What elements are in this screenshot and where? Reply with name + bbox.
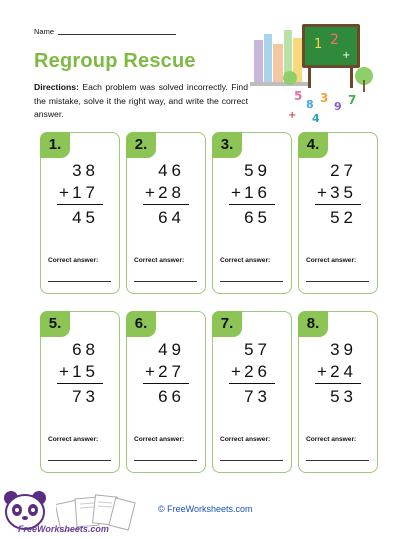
- wrong-answer: 45: [72, 208, 99, 227]
- wrong-answer: 73: [244, 387, 271, 406]
- svg-text:7: 7: [348, 93, 357, 107]
- svg-text:5: 5: [294, 89, 303, 103]
- sum-bar: [315, 383, 361, 384]
- plus-sign: +: [231, 183, 241, 202]
- problem-number: 4.: [298, 132, 328, 158]
- correct-answer-label: Correct answer:: [48, 436, 99, 443]
- plus-sign: +: [317, 362, 327, 381]
- problem-card-2: [126, 132, 206, 294]
- numbers-decoration: [288, 89, 356, 124]
- svg-text:2: 2: [330, 32, 339, 48]
- problem-number: 5.: [40, 311, 70, 337]
- addend-top: 38: [72, 161, 99, 180]
- addend-top: 59: [244, 161, 271, 180]
- directions-text: Each problem was solved incorrectly. Find the mistake, solve it the right way, and write the correct answer.: [34, 82, 248, 119]
- brand-logo-text: FreeWorksheets.com: [18, 524, 109, 534]
- wrong-answer: 65: [244, 208, 271, 227]
- correct-answer-label: Correct answer:: [134, 436, 185, 443]
- sum-bar: [315, 204, 361, 205]
- addend-top: 68: [72, 340, 99, 359]
- sum-bar: [143, 383, 189, 384]
- addend-top: 27: [330, 161, 357, 180]
- problem-card-8: [298, 311, 378, 473]
- problem-card-4: [298, 132, 378, 294]
- worksheet-title: Regroup Rescue: [34, 50, 196, 72]
- svg-text:1: 1: [314, 37, 323, 52]
- name-row: [34, 27, 176, 36]
- correct-answer-blank[interactable]: [48, 281, 111, 282]
- wrong-answer: 53: [330, 387, 357, 406]
- problem-number: 7.: [212, 311, 242, 337]
- chalkboard: [302, 24, 360, 88]
- wrong-answer: 52: [330, 208, 357, 227]
- plus-sign: +: [231, 362, 241, 381]
- correct-answer-blank[interactable]: [306, 460, 369, 461]
- addend-bottom: 35: [330, 183, 357, 202]
- correct-answer-label: Correct answer:: [306, 257, 357, 264]
- plus-sign: +: [145, 183, 155, 202]
- plus-sign: +: [317, 183, 327, 202]
- plus-sign: +: [59, 183, 69, 202]
- plus-sign: +: [145, 362, 155, 381]
- correct-answer-blank[interactable]: [134, 281, 197, 282]
- svg-text:4: 4: [312, 112, 320, 124]
- problem-card-6: [126, 311, 206, 473]
- correct-answer-blank[interactable]: [220, 460, 283, 461]
- correct-answer-blank[interactable]: [306, 281, 369, 282]
- addend-bottom: 28: [158, 183, 185, 202]
- addend-bottom: 17: [72, 183, 99, 202]
- correct-answer-label: Correct answer:: [306, 436, 357, 443]
- problem-number: 8.: [298, 311, 328, 337]
- addend-top: 46: [158, 161, 185, 180]
- sum-bar: [57, 204, 103, 205]
- wrong-answer: 73: [72, 387, 99, 406]
- svg-text:9: 9: [334, 100, 342, 113]
- addend-bottom: 24: [330, 362, 357, 381]
- problem-card-5: [40, 311, 120, 473]
- wrong-answer: 66: [158, 387, 185, 406]
- problem-number: 3.: [212, 132, 242, 158]
- svg-text:3: 3: [320, 91, 329, 105]
- directions-label: Directions:: [34, 82, 79, 92]
- sum-bar: [143, 204, 189, 205]
- footer-link[interactable]: © FreeWorksheets.com: [158, 504, 253, 514]
- problem-number: 6.: [126, 311, 156, 337]
- correct-answer-blank[interactable]: [220, 281, 283, 282]
- problem-card-1: [40, 132, 120, 294]
- addend-bottom: 15: [72, 362, 99, 381]
- sum-bar: [57, 383, 103, 384]
- directions: [34, 81, 248, 122]
- sum-bar: [229, 204, 275, 205]
- problem-number: 1.: [40, 132, 70, 158]
- math-illustration: [250, 18, 378, 124]
- name-label: Name: [34, 27, 55, 36]
- wrong-answer: 64: [158, 208, 185, 227]
- problem-number: 2.: [126, 132, 156, 158]
- addend-top: 39: [330, 340, 357, 359]
- addend-bottom: 26: [244, 362, 271, 381]
- problem-card-3: [212, 132, 292, 294]
- svg-text:+: +: [288, 110, 297, 121]
- correct-answer-blank[interactable]: [48, 460, 111, 461]
- problem-card-7: [212, 311, 292, 473]
- sum-bar: [229, 383, 275, 384]
- svg-text:8: 8: [306, 98, 314, 111]
- correct-answer-label: Correct answer:: [48, 257, 99, 264]
- books-decoration: [250, 30, 310, 86]
- correct-answer-label: Correct answer:: [134, 257, 185, 264]
- addend-bottom: 27: [158, 362, 185, 381]
- addend-top: 57: [244, 340, 271, 359]
- addend-bottom: 16: [244, 183, 271, 202]
- name-blank[interactable]: [58, 34, 176, 35]
- plus-sign: +: [59, 362, 69, 381]
- svg-text:+: +: [342, 50, 351, 61]
- correct-answer-label: Correct answer:: [220, 257, 271, 264]
- correct-answer-blank[interactable]: [134, 460, 197, 461]
- correct-answer-label: Correct answer:: [220, 436, 271, 443]
- addend-top: 49: [158, 340, 185, 359]
